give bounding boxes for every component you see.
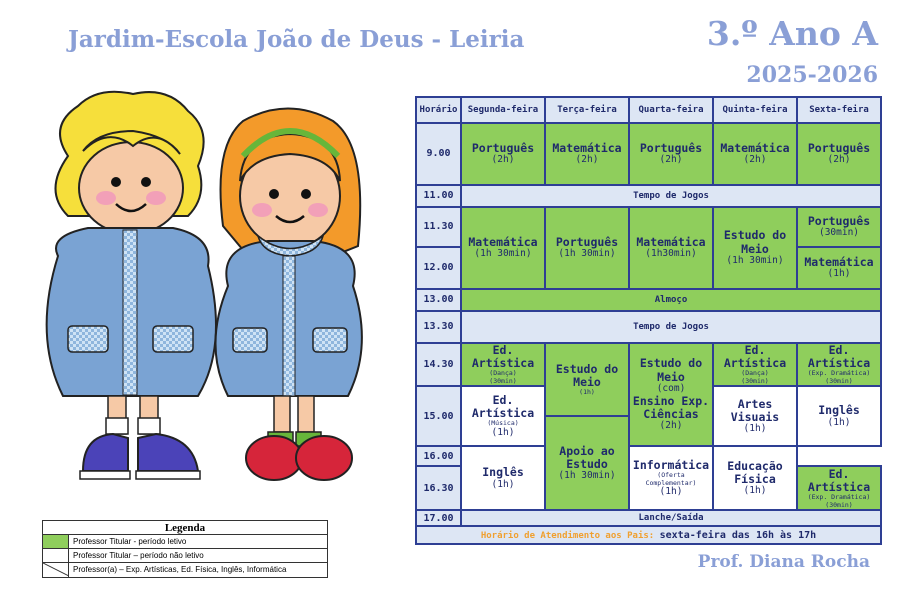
lesson-subject: Português <box>807 213 871 228</box>
lesson-cell <box>545 343 629 416</box>
lesson-cell <box>797 207 881 247</box>
time-cell: 15.00 <box>416 386 461 446</box>
legend <box>42 520 328 578</box>
diagonal-line-icon <box>43 563 69 576</box>
lesson-cell <box>461 386 545 446</box>
lesson-duration: (1h) <box>579 388 595 397</box>
row-1130 <box>416 207 881 247</box>
lesson-subject: Ensino Exp. <box>632 393 710 408</box>
lesson-duration: (1h30min) <box>645 248 697 260</box>
lesson-duration: (1h) <box>491 478 515 490</box>
lesson-cell <box>461 343 545 386</box>
header-tuesday: Terça-feira <box>545 97 629 123</box>
lesson-cell <box>629 343 713 446</box>
lesson-duration: (2h) <box>659 420 683 432</box>
lesson-subject: Matemática <box>636 234 706 249</box>
lesson-cell <box>461 446 545 510</box>
legend-item <box>43 563 327 577</box>
row-1430 <box>416 343 881 386</box>
weekly-schedule-table <box>415 96 882 545</box>
time-cell: 13.00 <box>416 289 461 311</box>
lesson-cell <box>797 386 881 446</box>
lesson-cell <box>629 446 713 510</box>
lesson-duration: (1h 30min) <box>726 254 784 266</box>
legend-title: Legenda <box>43 521 327 535</box>
lesson-cell <box>713 123 797 185</box>
lesson-cell <box>629 123 713 185</box>
row-11h <box>416 185 881 207</box>
lesson-subject: Meio <box>741 241 769 256</box>
children-illustration <box>28 86 388 506</box>
row-13h <box>416 289 881 311</box>
row-1330 <box>416 311 881 343</box>
lesson-subject: Português <box>807 140 871 155</box>
lesson-subject: Ed. Artística <box>471 343 535 371</box>
legend-label: Professor Titular - período letivo <box>73 537 187 546</box>
legend-swatch-light <box>43 549 69 562</box>
lesson-subject: Estudo do <box>723 228 787 243</box>
lesson-subject: Matemática <box>552 140 622 155</box>
teacher-name: Prof. Diana Rocha <box>697 552 870 572</box>
boy-figure <box>47 92 216 479</box>
lesson-duration: (2h) <box>659 154 683 166</box>
lesson-duration: (1h 30min) <box>558 248 616 260</box>
lesson-subject: Português <box>639 140 703 155</box>
lesson-subject: Apoio ao <box>559 443 615 458</box>
row-16h <box>416 446 881 466</box>
lesson-subject: Estudo do <box>639 356 703 371</box>
lesson-duration: (30min) <box>818 227 860 239</box>
lesson-cell <box>713 446 797 510</box>
lesson-subject: Estudo do <box>555 361 619 376</box>
time-cell: 13.30 <box>416 311 461 343</box>
header-monday: Segunda-feira <box>461 97 545 123</box>
lunch-cell: Almoço <box>461 289 881 311</box>
lesson-cell <box>461 207 545 289</box>
lesson-note: (Música) <box>487 419 519 428</box>
lesson-cell <box>713 343 797 386</box>
lesson-subject: Matemática <box>720 140 790 155</box>
parents-hours-label: Horário de Atendimento aos Pais: <box>480 530 655 541</box>
snack-cell: Lanche/Saída <box>461 510 881 526</box>
parents-hours-cell <box>416 526 881 544</box>
row-9h <box>416 123 881 185</box>
time-cell: 17.00 <box>416 510 461 526</box>
school-year: 2025-2026 <box>746 62 878 88</box>
lesson-cell <box>545 416 629 510</box>
lesson-subject: Português <box>555 234 619 249</box>
lesson-duration: (1h) <box>743 423 767 435</box>
lesson-duration: (30min) <box>741 376 769 385</box>
lesson-note: (Exp. Dramática) <box>807 369 871 378</box>
lesson-duration: (1h) <box>743 485 767 497</box>
lesson-duration: (1h 30min) <box>474 248 532 260</box>
lesson-subject: Educação <box>727 458 783 473</box>
class-title: 3.º Ano A <box>706 14 878 53</box>
lesson-subject: Português <box>471 140 535 155</box>
lesson-note: (Exp. Dramática) <box>807 493 871 502</box>
lesson-note: (com) <box>656 382 686 394</box>
lesson-duration: (2h) <box>827 154 851 166</box>
lesson-cell <box>797 247 881 289</box>
lesson-cell <box>545 207 629 289</box>
lesson-subject: Visuais <box>730 409 780 424</box>
time-cell: 16.00 <box>416 446 461 466</box>
lesson-duration: (1h) <box>827 268 851 280</box>
lesson-duration: (30min) <box>825 376 853 385</box>
lesson-duration: (30min) <box>825 500 853 509</box>
lesson-duration: (2h) <box>743 154 767 166</box>
lesson-subject: Informática <box>632 457 710 472</box>
time-cell: 11.30 <box>416 207 461 247</box>
legend-item <box>43 549 327 563</box>
lesson-cell <box>713 386 797 446</box>
lesson-cell <box>713 207 797 289</box>
header-wednesday: Quarta-feira <box>629 97 713 123</box>
lesson-subject: Matemática <box>804 254 874 269</box>
lesson-cell <box>797 466 881 510</box>
legend-swatch-white <box>43 563 69 577</box>
time-cell: 11.00 <box>416 185 461 207</box>
lesson-subject: Inglês <box>482 465 524 480</box>
lesson-cell <box>545 123 629 185</box>
lesson-subject: Inglês <box>818 403 860 418</box>
header-friday: Sexta-feira <box>797 97 881 123</box>
lesson-subject: Estudo <box>566 456 608 471</box>
lesson-subject: Meio <box>573 374 601 389</box>
time-cell: 16.30 <box>416 466 461 510</box>
header-time: Horário <box>416 97 461 123</box>
time-cell: 9.00 <box>416 123 461 185</box>
legend-label: Professor(a) – Exp. Artísticas, Ed. Física, Inglês, Informática <box>73 565 287 574</box>
lesson-cell <box>461 123 545 185</box>
break-cell: Tempo de Jogos <box>461 311 881 343</box>
row-17h <box>416 510 881 526</box>
lesson-duration: (1h) <box>491 426 515 438</box>
school-title: Jardim-Escola João de Deus - Leiria <box>68 26 525 53</box>
lesson-subject: Ciências <box>643 406 699 421</box>
lesson-duration: (1h) <box>827 416 851 428</box>
lesson-note: (Oferta Complementar) <box>645 471 697 487</box>
lesson-subject: Meio <box>657 369 685 384</box>
parents-hours-text: sexta-feira das 16h às 17h <box>659 529 817 541</box>
legend-label: Professor Titular – período não letivo <box>73 551 204 560</box>
lesson-note: (Dança) <box>489 369 517 378</box>
girl-figure <box>216 109 362 481</box>
lesson-duration: (30min) <box>489 376 517 385</box>
lesson-subject: Ed. Artística <box>471 392 535 421</box>
legend-item <box>43 535 327 549</box>
lesson-cell <box>797 123 881 185</box>
time-cell: 14.30 <box>416 343 461 386</box>
lesson-subject: Matemática <box>468 234 538 249</box>
header-thursday: Quinta-feira <box>713 97 797 123</box>
legend-swatch-green <box>43 535 69 548</box>
break-cell: Tempo de Jogos <box>461 185 881 207</box>
table-header-row <box>416 97 881 123</box>
lesson-subject: Artes <box>737 396 773 411</box>
lesson-duration: (2h) <box>575 154 599 166</box>
lesson-duration: (1h 30min) <box>558 470 616 482</box>
lesson-subject: Ed. Artística <box>723 343 787 371</box>
lesson-duration: (2h) <box>491 154 515 166</box>
lesson-subject: Ed. Artística <box>807 466 871 494</box>
time-cell: 12.00 <box>416 247 461 289</box>
lesson-duration: (1h) <box>659 485 683 497</box>
lesson-cell <box>797 343 881 386</box>
lesson-cell <box>629 207 713 289</box>
lesson-subject: Física <box>734 471 776 486</box>
lesson-note: (Dança) <box>741 369 769 378</box>
row-parents <box>416 526 881 544</box>
lesson-subject: Ed. Artística <box>807 343 871 371</box>
